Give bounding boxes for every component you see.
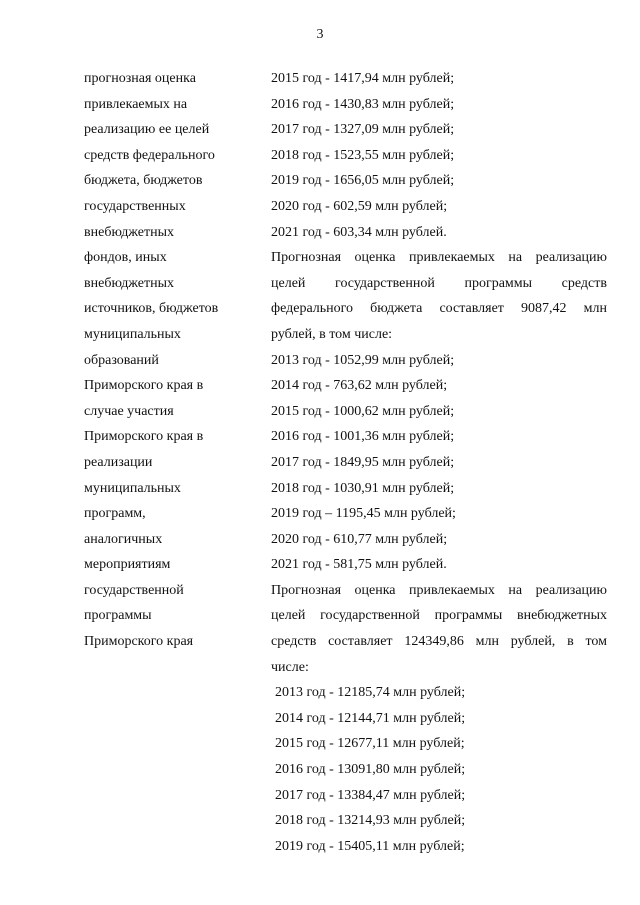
- left-line: государственных: [84, 198, 186, 214]
- extrabudget-paragraph: [271, 578, 607, 680]
- extrabudget-year-line: 2017 год - 13384,47 млн рублей;: [275, 787, 466, 803]
- left-line: реализацию ее целей: [84, 122, 210, 138]
- left-line: фондов, иных: [84, 250, 167, 266]
- left-line: муниципальных: [84, 480, 181, 496]
- left-line: Приморского края: [84, 634, 194, 650]
- total-year-line: 2021 год - 603,34 млн рублей.: [271, 224, 447, 240]
- federal-year-line: 2015 год - 1000,62 млн рублей;: [271, 403, 455, 419]
- paragraph-line: федерального бюджета составляет 9087,42 млн: [271, 301, 607, 317]
- federal-year-line: 2016 год - 1001,36 млн рублей;: [271, 429, 455, 445]
- paragraph-line: средств составляет 124349,86 млн рублей, в том: [271, 634, 607, 650]
- total-year-line: 2015 год - 1417,94 млн рублей;: [271, 71, 455, 86]
- total-year-line: 2020 год - 602,59 млн рублей;: [271, 198, 448, 214]
- extrabudget-year-line: 2014 год - 12144,71 млн рублей;: [275, 710, 466, 726]
- paragraph-line: Прогнозная оценка привлекаемых на реализацию: [271, 582, 607, 598]
- left-line: средств федерального: [84, 147, 215, 163]
- left-line: муниципальных: [84, 326, 181, 342]
- total-year-line: 2016 год - 1430,83 млн рублей;: [271, 96, 455, 112]
- federal-year-line: 2017 год - 1849,95 млн рублей;: [271, 454, 455, 470]
- paragraph-line: Прогнозная оценка привлекаемых на реализацию: [271, 250, 607, 266]
- left-line: бюджета, бюджетов: [84, 173, 203, 189]
- left-line: образований: [84, 352, 159, 368]
- federal-year-line: 2018 год - 1030,91 млн рублей;: [271, 480, 455, 496]
- left-line: государственной: [84, 582, 184, 598]
- extrabudget-year-line: 2018 год - 13214,93 млн рублей;: [275, 813, 466, 829]
- left-line: внебюджетных: [84, 224, 175, 240]
- left-line: случае участия: [84, 403, 174, 419]
- extrabudget-year-line: 2015 год - 12677,11 млн рублей;: [275, 736, 465, 752]
- federal-paragraph: [271, 245, 607, 347]
- left-line: привлекаемых на: [84, 96, 188, 112]
- left-line: аналогичных: [84, 531, 163, 547]
- left-line: реализации: [84, 454, 153, 470]
- right-column-content: [271, 66, 607, 859]
- extrabudget-year-line: 2016 год - 13091,80 млн рублей;: [275, 762, 466, 778]
- left-column-label: [84, 66, 264, 655]
- extrabudget-year-line: 2019 год - 15405,11 млн рублей;: [275, 838, 465, 854]
- total-year-line: 2017 год - 1327,09 млн рублей;: [271, 122, 455, 138]
- total-year-line: 2019 год - 1656,05 млн рублей;: [271, 173, 455, 189]
- total-year-line: 2018 год - 1523,55 млн рублей;: [271, 147, 455, 163]
- federal-year-line: 2013 год - 1052,99 млн рублей;: [271, 352, 455, 368]
- paragraph-line: целей государственной программы средств: [271, 275, 607, 291]
- left-line: источников, бюджетов: [84, 301, 219, 317]
- left-line: программ,: [84, 506, 146, 522]
- extrabudget-year-line: 2013 год - 12185,74 млн рублей;: [275, 685, 466, 701]
- left-line: Приморского края в: [84, 378, 204, 394]
- left-line: внебюджетных: [84, 275, 175, 291]
- left-line: программы: [84, 608, 152, 624]
- left-line: прогнозная оценка: [84, 71, 196, 86]
- paragraph-line: целей государственной программы внебюджетных: [271, 608, 607, 624]
- federal-year-line: 2014 год - 763,62 млн рублей;: [271, 378, 448, 394]
- paragraph-line: рублей, в том числе:: [271, 326, 393, 342]
- left-line: мероприятиям: [84, 557, 171, 573]
- left-line: Приморского края в: [84, 429, 204, 445]
- federal-year-line: 2021 год - 581,75 млн рублей.: [271, 557, 447, 573]
- federal-year-line: 2020 год - 610,77 млн рублей;: [271, 531, 448, 547]
- page-number: 3: [316, 27, 324, 42]
- paragraph-line: числе:: [271, 659, 309, 675]
- federal-year-line: 2019 год – 1195,45 млн рублей;: [271, 506, 456, 522]
